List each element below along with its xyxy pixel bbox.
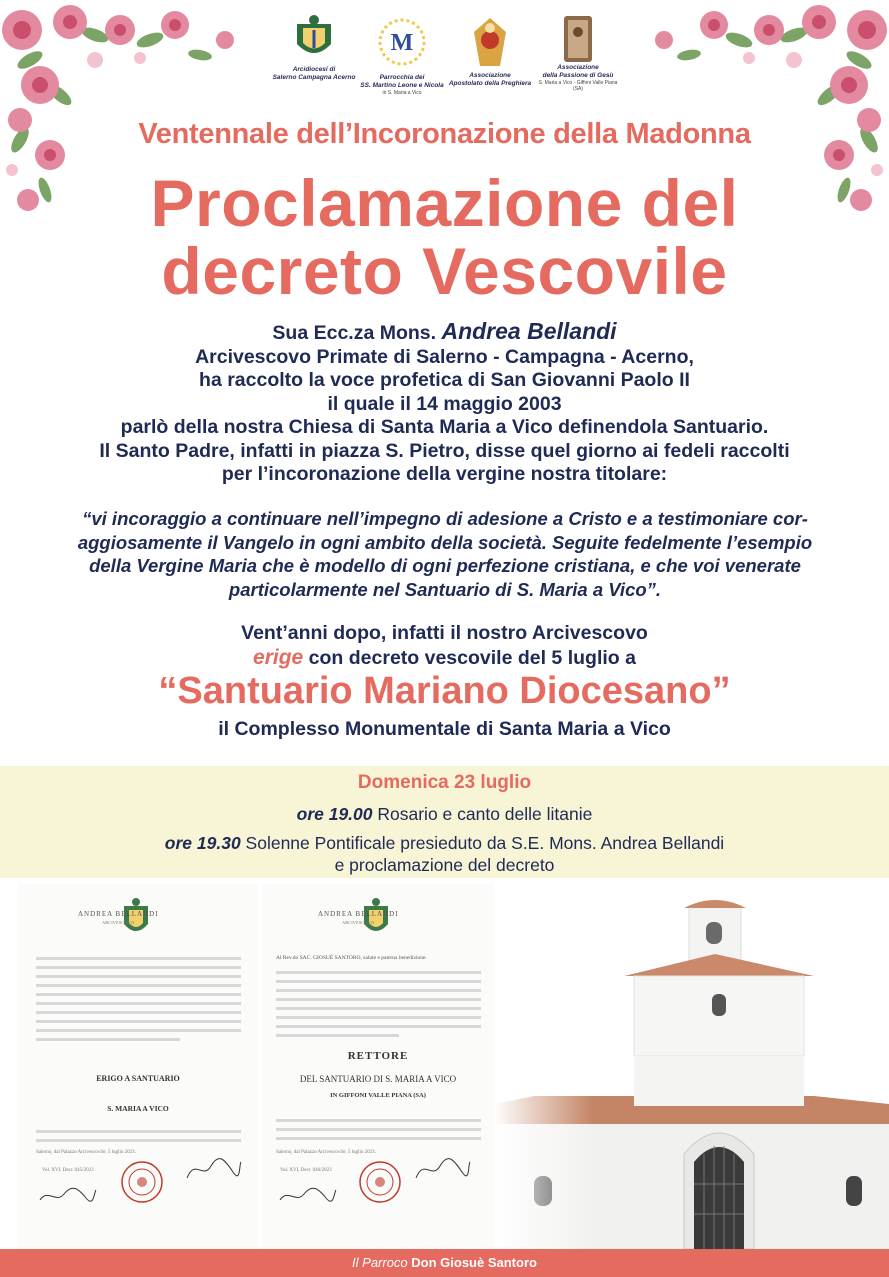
logo-archdiocese [270, 14, 358, 82]
doc-date: Salerno, dal Palazzo Arcivescovile, 5 luglio 2023. [36, 1150, 136, 1155]
logo-caption-line2: Apostolato della Preghiera [448, 80, 532, 87]
intro-line: per l’incoronazione della vergine nostra titolare: [221, 463, 668, 485]
doc-body-placeholder [36, 954, 241, 1047]
logo-caption-line3: in S. Maria a Vico [382, 90, 422, 96]
intro-line: parlò della nostra Chiesa di Santa Maria a Vico definendola Santuario. [120, 416, 769, 438]
event-description: Solenne Pontificale presieduto da S.E. Mons. Andrea Bellandi [240, 833, 725, 853]
complesso-subtitle: il Complesso Monumentale di Santa Maria a Vico [218, 718, 671, 740]
doc-header-sub: ARCIVESCOVO [342, 920, 375, 925]
logo-parish [358, 14, 446, 96]
church-building-icon [494, 884, 889, 1249]
signature-icon [278, 1184, 338, 1206]
logo-caption-line1: Arcidiocesi di [292, 66, 336, 73]
intro-line: il quale il 14 maggio 2003 [327, 392, 562, 415]
doc-place: S. MARIA A VICO [107, 1104, 169, 1113]
poster-title-line1: Proclamazione del [150, 166, 739, 240]
event-description-line2: e proclamazione del decreto [334, 855, 555, 875]
intro-prefix: Sua Ecc.za Mons. [272, 322, 442, 344]
santuario-title: “Santuario Mariano Diocesano” [158, 670, 731, 712]
archdiocese-coat-of-arms-icon [289, 14, 339, 66]
logo-caption-line2: SS. Martino Leone e Nicola [360, 82, 444, 89]
erige-word: erige [253, 645, 304, 669]
signature-icon [183, 1154, 243, 1184]
decree-text [0, 622, 889, 670]
event-subtitle: Ventennale dell’Incoronazione della Madonna [138, 118, 751, 150]
passion-image-icon [560, 14, 596, 64]
logo-caption-line1: Associazione [557, 64, 599, 71]
intro-text [0, 320, 889, 487]
logo-caption-line3: S. Maria a Vico - Giffoni Valle Piana (SA) [538, 80, 618, 92]
event-pontifical [0, 832, 889, 876]
intro-line: ha raccolto la voce profetica di San Giovanni Paolo II [199, 369, 690, 391]
event-time: ore 19.00 [296, 804, 373, 824]
event-rosary [0, 803, 889, 825]
intro-line: Arcivescovo Primate di Salerno - Campagna - Acerno, [195, 345, 694, 368]
doc-place-2: IN GIFFONI VALLE PIANA (SA) [330, 1092, 426, 1099]
doc-heading: RETTORE [347, 1050, 409, 1062]
signature-icon [38, 1184, 98, 1206]
footer-bar [0, 1249, 889, 1277]
doc-addressee: Al Rev.do SAC. GIOSUÈ SANTORO, salute e paterna benedizione. [276, 955, 427, 961]
event-date: Domenica 23 luglio [357, 772, 532, 793]
logo-passione [534, 14, 622, 92]
sacred-heart-icon [470, 14, 510, 72]
doc-body-placeholder [276, 968, 481, 1043]
doc-header-sub: ARCIVESCOVO [102, 920, 135, 925]
quote-line: aggiosamente il Vangelo in ogni ambito della società. Seguite fedelmente l’esempio [77, 531, 813, 553]
doc-date: Salerno, dal Palazzo Arcivescovile, 5 luglio 2023. [276, 1150, 376, 1155]
decree-line2 [0, 646, 889, 671]
doc-body-placeholder [276, 1116, 481, 1146]
doc-ref: Vol. XVI, Decr. 045/2023 [42, 1168, 94, 1173]
doc-ref: Vol. XVI, Decr. 046/2023 [280, 1168, 332, 1173]
logo-caption-line1: Parrocchia dei [379, 74, 425, 81]
doc-header-name: ANDREA BELLANDI [78, 910, 159, 918]
doc-heading: ERIGO A SANTUARIO [96, 1074, 180, 1083]
logo-apostolato [446, 14, 534, 88]
footer-parroco-name: Don Giosuè Santoro [411, 1255, 537, 1270]
doc-header-name: ANDREA BELLANDI [318, 910, 399, 918]
marian-monogram-icon [377, 14, 427, 74]
logo-caption-line2: Salerno Campagna Acerno [272, 74, 356, 81]
decree-document-2 [262, 884, 494, 1249]
event-time: ore 19.30 [164, 833, 241, 853]
intro-line: Il Santo Padre, infatti in piazza S. Pietro, disse quel giorno ai fedeli raccolti [99, 439, 790, 462]
logo-caption-line2: della Passione di Gesù [542, 72, 614, 79]
sponsor-logos [270, 14, 620, 114]
doc-body-placeholder [36, 1126, 241, 1148]
decree-document-1 [18, 884, 258, 1249]
quote-line: “vi incoraggio a continuare nell’impegno di adesione a Cristo e a testimoniare cor- [82, 508, 808, 529]
quote-line: particolarmente nel Santuario di S. Maria a Vico”. [228, 578, 662, 600]
footer-prefix: Il Parroco [352, 1255, 412, 1270]
archbishop-name: Andrea Bellandi [441, 318, 617, 344]
event-description: Rosario e canto delle litanie [372, 804, 593, 824]
official-seal-icon [358, 1160, 402, 1204]
intro-line-name [0, 320, 889, 346]
bishop-coat-of-arms-icon [358, 896, 394, 942]
poster-title-line2: decreto Vescovile [161, 234, 728, 308]
decree-line2-rest: con decreto vescovile del 5 luglio a [303, 646, 636, 669]
papal-quote [40, 507, 850, 601]
official-seal-icon [120, 1160, 164, 1204]
decree-line1: Vent’anni dopo, infatti il nostro Arcivescovo [241, 622, 648, 644]
decree-documents [0, 884, 889, 1249]
quote-line: della Vergine Maria che è modello di ogni perfezione cristiana, e che voi venerate [89, 555, 801, 576]
svg-text:M: M [390, 30, 414, 56]
logo-caption-line1: Associazione [469, 72, 511, 79]
doc-place: DEL SANTUARIO DI S. MARIA A VICO [299, 1074, 457, 1084]
bishop-coat-of-arms-icon [118, 896, 154, 942]
signature-icon [412, 1154, 472, 1184]
